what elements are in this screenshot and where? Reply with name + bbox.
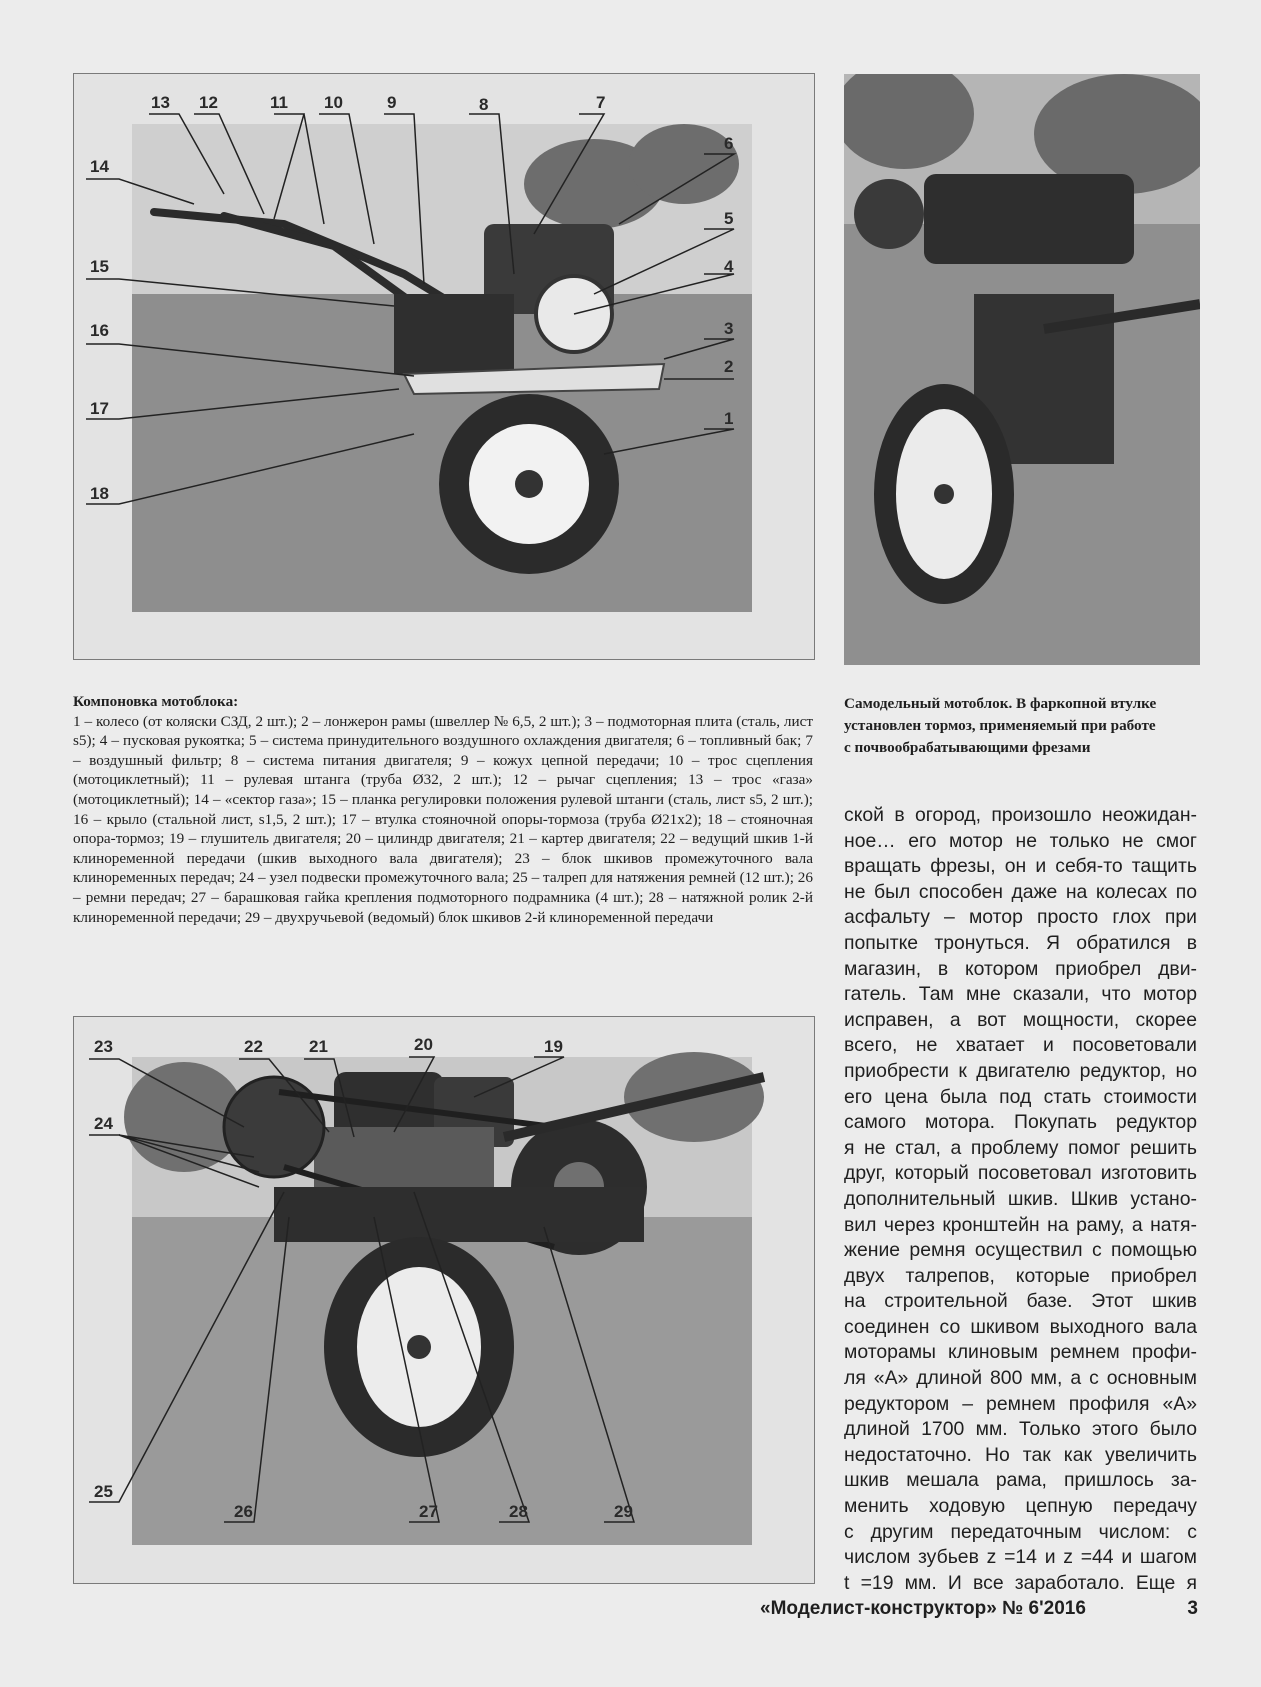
- callout-14: 14: [90, 157, 109, 176]
- body-line: вил через кронштейн на раму, а натя-: [844, 1213, 1197, 1236]
- caption-line: Самодельный мотоблок. В фаркопной втулке: [844, 695, 1157, 712]
- callout-10: 10: [324, 93, 343, 112]
- body-line: не был способен даже на колесах по: [844, 880, 1197, 903]
- body-line: его цена была под стать стоимости: [844, 1085, 1197, 1108]
- body-line: с другим передаточным числом: с: [844, 1520, 1197, 1543]
- figure-homemade-caption: [844, 693, 1204, 759]
- body-line: всего, не хватает и посоветовали: [844, 1034, 1197, 1057]
- callout-27: 27: [419, 1502, 438, 1521]
- callout-1: 1: [724, 409, 734, 428]
- callout-22: 22: [244, 1037, 263, 1056]
- callout-8: 8: [479, 95, 489, 114]
- article-body-column: [844, 803, 1197, 1596]
- callout-17: 17: [90, 399, 109, 418]
- homemade-tractor-drawing: [844, 74, 1200, 665]
- figure-layout-caption: [73, 692, 813, 927]
- body-line: исправен, а вот мощности, скорее: [844, 1008, 1197, 1031]
- callout-12: 12: [199, 93, 218, 112]
- body-line: шкив мешала рама, пришлось за-: [844, 1469, 1197, 1492]
- body-line: приобрести к двигателю редуктор, но: [844, 1059, 1197, 1082]
- body-line: дополнительный шкив. Шкив устано-: [844, 1187, 1197, 1210]
- body-line: длиной 1700 мм. Только этого было: [844, 1418, 1197, 1441]
- page-number: 3: [1187, 1598, 1198, 1619]
- callout-3: 3: [724, 319, 734, 338]
- callout-2: 2: [724, 357, 734, 376]
- body-line: друг, который посоветовал изготовить: [844, 1162, 1197, 1185]
- callout-25: 25: [94, 1482, 113, 1501]
- caption-title: Компоновка мотоблока:: [73, 693, 239, 710]
- body-line: попытке тронуться. Я обратился в: [844, 931, 1197, 954]
- callout-6: 6: [724, 134, 734, 153]
- body-line: двух талрепов, которые приобрел: [844, 1264, 1197, 1287]
- caption-line: с почвообрабатывающими фрезами: [844, 739, 1091, 756]
- body-line: ля «А» длиной 800 мм, а с основным: [844, 1367, 1197, 1390]
- page-footer: [740, 1598, 1200, 1628]
- callout-20: 20: [414, 1035, 433, 1054]
- callout-21: 21: [309, 1037, 328, 1056]
- body-line: недостаточно. Но так как увеличить: [844, 1443, 1197, 1466]
- figure-homemade-tractor-photo: [844, 74, 1200, 665]
- callout-19: 19: [544, 1037, 563, 1056]
- callout-4: 4: [724, 257, 734, 276]
- callout-18: 18: [90, 484, 109, 503]
- body-line: ской в огород, произошло неожидан-: [844, 804, 1197, 826]
- belt-drive-drawing: [74, 1017, 814, 1583]
- callout-24: 24: [94, 1114, 113, 1133]
- callout-23: 23: [94, 1037, 113, 1056]
- body-line: числом зубьев z =14 и z =44 и шагом: [844, 1546, 1197, 1569]
- body-line: магазин, в котором приобрел дви-: [844, 957, 1197, 980]
- body-line: t =19 мм. И все заработало. Еще я: [844, 1571, 1197, 1594]
- callout-29: 29: [614, 1502, 633, 1521]
- caption-line: установлен тормоз, применяемый при работе: [844, 717, 1156, 734]
- callout-28: 28: [509, 1502, 528, 1521]
- body-line: вращать фрезы, он и себя-то тащить: [844, 855, 1197, 878]
- callout-16: 16: [90, 321, 109, 340]
- callout-7: 7: [596, 93, 606, 112]
- callout-9: 9: [387, 93, 397, 112]
- body-line: менить ходовую цепную передачу: [844, 1495, 1197, 1518]
- body-line: моторамы клиновым ремнем профи-: [844, 1341, 1197, 1364]
- body-line: асфальту – мотор просто глох при: [844, 906, 1197, 929]
- caption-parts-list: 1 – колесо (от коляски СЗД, 2 шт.); 2 – лонжерон рамы (швеллер № 6,5, 2 шт.); 3 – подмоторная плита (сталь, лист s5); 4 – пусковая рукоятка; 5 – система принудительного воздушного охлаждения двигателя; 6 – топливный бак; 7 – воздушный фильтр; 8 – система питания двигателя; 9 – кожух цепной передачи; 10 – трос сцепления (мотоциклетный); 11 – рулевая штанга (труба Ø32, 2 шт.); 12 – рычаг сцепления; 13 – трос «газа» (мотоциклетный); 14 – «сектор газа»; 15 – планка регулировки положения рулевой штанги (сталь, лист s5, 2 шт.); 16 – крыло (стальной лист, s1,5, 2 шт.); 17 – втулка стояночной опоры-тормоза (труба Ø21х2); 18 – стояночная опора-тормоз; 19 – глушитель двигателя; 20 – цилиндр двигателя; 21 – картер двигателя; 22 – ведущий шкив 1-й клиноременной передачи (шкив выходного вала двигателя); 23 – блок шкивов промежуточного вала клиноременных передач; 24 – узел подвески промежуточного вала; 25 – талреп для натяжения ремней (12 шт.); 26 – ремни передач; 27 – барашковая гайка крепления подмоторного подрамника (4 шт.); 28 – натяжной ролик 2-й клиноременной передачи; 29 – двухручьевой (ведомый) блок шкивов 2-й клиноременной передачи: [73, 712, 813, 926]
- body-line: соединен со шкивом выходного вала: [844, 1315, 1197, 1338]
- body-line: я не стал, а проблему помог решить: [844, 1136, 1197, 1159]
- callout-11: 11: [270, 93, 288, 112]
- callout-13: 13: [151, 93, 170, 112]
- callout-26: 26: [234, 1502, 253, 1521]
- figure-layout-photo: [73, 73, 815, 660]
- callout-15: 15: [90, 257, 109, 276]
- figure-layout-drawing: [74, 74, 814, 659]
- body-line: гатель. Там мне сказали, что мотор: [844, 983, 1197, 1006]
- body-line: самого мотора. Покупать редуктор: [844, 1111, 1197, 1134]
- body-line: на строительной базе. Этот шкив: [844, 1290, 1197, 1313]
- callout-5: 5: [724, 209, 734, 228]
- body-line: редуктором – ремнем профиля «А»: [844, 1392, 1197, 1415]
- body-line: жение ремня осуществил с помощью: [844, 1239, 1197, 1262]
- figure-belt-drive-photo: [73, 1016, 815, 1584]
- journal-title: «Моделист-конструктор» № 6'2016: [760, 1598, 1086, 1619]
- body-line: ное… его мотор не только не смог: [844, 829, 1197, 852]
